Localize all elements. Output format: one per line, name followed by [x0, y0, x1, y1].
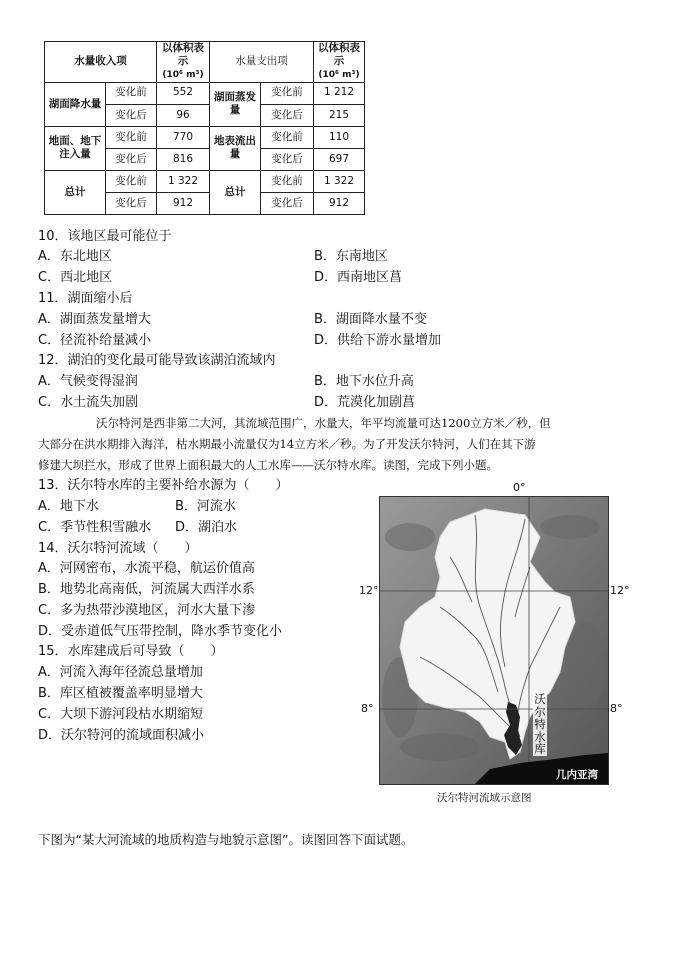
income-after: 912	[157, 192, 210, 214]
option[interactable]: D．西南地区菖	[314, 270, 403, 285]
income-total: 总计	[45, 170, 106, 214]
option[interactable]: D．荒漠化加剧菖	[314, 395, 416, 410]
option[interactable]: A．气候变得湿润	[38, 374, 138, 389]
option[interactable]: D．湖泊水	[175, 520, 238, 535]
expense-after: 215	[314, 104, 365, 126]
question-14-stem: 14．沃尔特河流域（ ）	[38, 541, 198, 556]
intro-line: 修建大坝拦水，形成了世界上面积最大的人工水库——沃尔特水库。读图，完成下列小题。	[38, 458, 498, 472]
option[interactable]: C．大坝下游河段枯水期缩短	[38, 707, 204, 722]
latitude-label-right: 12°	[610, 584, 630, 597]
expense-item: 湖面蒸发量	[210, 82, 261, 126]
gulf-label: 几内亚湾	[556, 769, 598, 781]
after-label: 变化后	[261, 104, 314, 126]
option[interactable]: A．湖面蒸发量增大	[38, 312, 151, 327]
latitude-label-left: 8°	[361, 702, 374, 715]
after-label: 变化后	[106, 104, 157, 126]
volume-header-right: 以体积表示 (10⁶ m³)	[314, 42, 365, 83]
before-label: 变化前	[106, 126, 157, 148]
reservoir-label: 沃 尔 特 水 库	[534, 692, 546, 756]
expense-after: 912	[314, 192, 365, 214]
expense-before: 1 322	[314, 170, 365, 192]
before-label: 变化前	[106, 170, 157, 192]
intro-line: 沃尔特河是西非第二大河，其流域范围广，水量大，年平均流量可达1200立方米／秒，但	[96, 416, 551, 430]
income-header: 水量收入项	[45, 42, 157, 83]
option[interactable]: B．河流水	[175, 499, 236, 514]
expense-before: 1 212	[314, 82, 365, 104]
option[interactable]: B．湖面降水量不变	[314, 312, 427, 327]
option[interactable]: C．西北地区	[38, 270, 113, 285]
option[interactable]: A．河流入海年径流总量增加	[38, 665, 203, 680]
income-item: 地面、地下注入量	[45, 126, 106, 170]
expense-before: 110	[314, 126, 365, 148]
option[interactable]: C．多为热带沙漠地区，河水大量下渗	[38, 603, 256, 618]
volume-header-left: 以体积表示 (10⁶ m³)	[157, 42, 210, 83]
after-label: 变化后	[106, 148, 157, 170]
before-label: 变化前	[261, 82, 314, 104]
income-after: 96	[157, 104, 210, 126]
water-balance-table	[44, 41, 365, 215]
option[interactable]: C．水土流失加剧	[38, 395, 139, 410]
option[interactable]: B．库区植被覆盖率明显增大	[38, 686, 203, 701]
option[interactable]: D．供给下游水量增加	[314, 333, 442, 348]
income-after: 816	[157, 148, 210, 170]
expense-item: 地表流出量	[210, 126, 261, 170]
option[interactable]: C．季节性积雪融水	[38, 520, 152, 535]
option[interactable]: D．沃尔特河的流域面积减小	[38, 728, 205, 743]
question-11-stem: 11．湖面缩小后	[38, 291, 133, 306]
before-label: 变化前	[261, 126, 314, 148]
option[interactable]: B．地势北高南低，河流属大西洋水系	[38, 582, 255, 597]
before-label: 变化前	[106, 82, 157, 104]
latitude-label-right: 8°	[610, 702, 623, 715]
option[interactable]: A．地下水	[38, 499, 99, 514]
question-15-stem: 15．水库建成后可导致（ ）	[38, 644, 224, 659]
expense-total: 总计	[210, 170, 261, 214]
after-label: 变化后	[261, 192, 314, 214]
map-caption: 沃尔特河流域示意图	[437, 792, 532, 804]
intro-line: 大部分在洪水期排入海洋，枯水期最小流量仅为14立方米／秒。为了开发沃尔特河，人们在其下游	[38, 437, 536, 451]
option[interactable]: A．东北地区	[38, 249, 112, 264]
question-10-stem: 10．该地区最可能位于	[38, 229, 172, 244]
income-before: 1 322	[157, 170, 210, 192]
volta-basin-map	[379, 496, 609, 785]
expense-after: 697	[314, 148, 365, 170]
question-13-stem: 13．沃尔特水库的主要补给水源为（ ）	[38, 478, 289, 493]
income-item: 湖面降水量	[45, 82, 106, 126]
income-before: 552	[157, 82, 210, 104]
option[interactable]: C．径流补给量减小	[38, 333, 152, 348]
longitude-label: 0°	[513, 481, 526, 494]
question-12-stem: 12．湖泊的变化最可能导致该湖泊流域内	[38, 353, 276, 368]
before-label: 变化前	[261, 170, 314, 192]
option[interactable]: A．河网密布，水流平稳，航运价值高	[38, 561, 255, 576]
option[interactable]: B．东南地区	[314, 249, 388, 264]
after-label: 变化后	[106, 192, 157, 214]
next-section-prompt: 下图为“某大河流域的地质构造与地貌示意图”。读图回答下面试题。	[38, 832, 414, 847]
option[interactable]: D．受赤道低气压带控制，降水季节变化小	[38, 624, 283, 639]
option[interactable]: B．地下水位升高	[314, 374, 414, 389]
latitude-label-left: 12°	[359, 584, 379, 597]
expense-header: 水量支出项	[210, 42, 314, 83]
income-before: 770	[157, 126, 210, 148]
after-label: 变化后	[261, 148, 314, 170]
